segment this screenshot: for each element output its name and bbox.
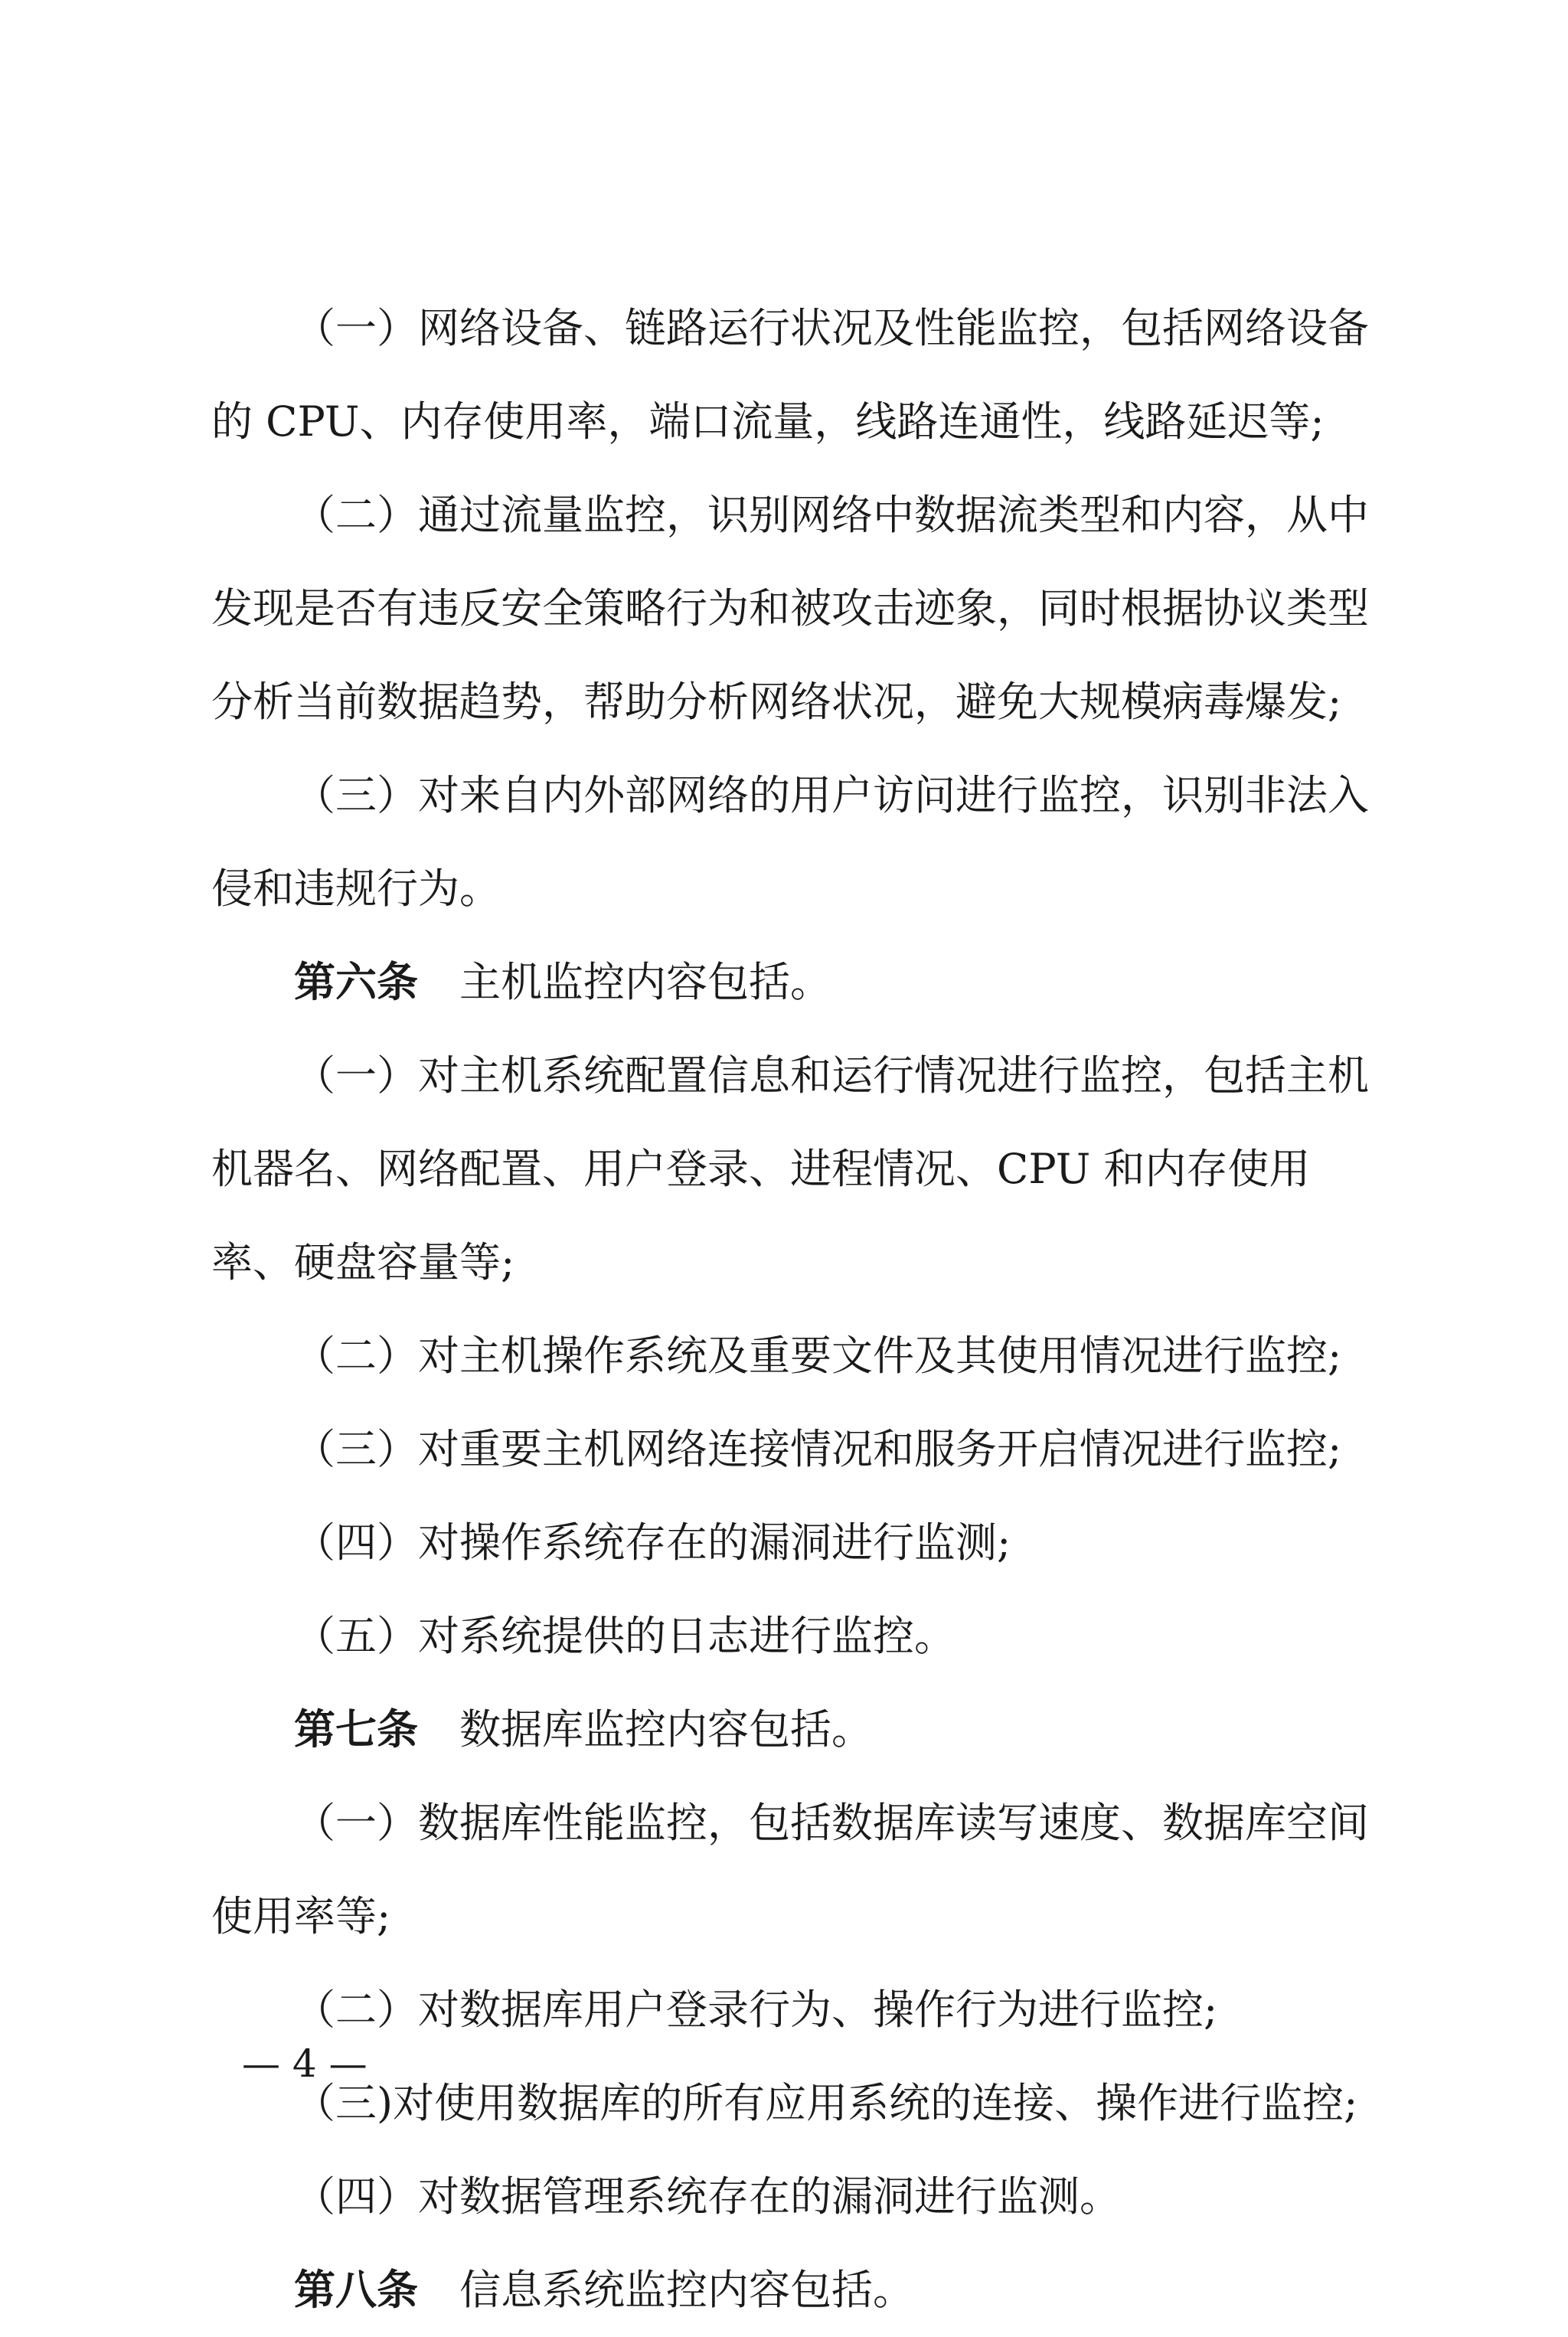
paragraph-text: （一）数据库性能监控，包括数据库读写速度、数据库空间使用率等; [211, 1799, 1369, 1940]
paragraph [211, 1309, 1375, 1403]
paragraph [211, 469, 1375, 749]
article-heading [211, 1683, 1375, 1776]
paragraph [211, 2057, 1375, 2150]
article-heading [211, 936, 1375, 1029]
paragraph [211, 282, 1375, 469]
paragraph-text: （一）对主机系统配置信息和运行情况进行监控，包括主机机器名、网络配置、用户登录、进程情况、CPU 和内存使用率、硬盘容量等; [211, 1051, 1369, 1286]
paragraph [211, 2150, 1375, 2244]
paragraph [211, 1590, 1375, 1683]
paragraph-text: （三）对重要主机网络连接情况和服务开启情况进行监控; [294, 1425, 1342, 1473]
paragraph [211, 1029, 1375, 1309]
paragraph-text: （四）对操作系统存在的漏洞进行监测; [294, 1518, 1011, 1567]
paragraph-text: （三）对来自内外部网络的用户访问进行监控，识别非法入侵和违规行为。 [211, 771, 1369, 913]
paragraph [211, 1496, 1375, 1590]
paragraph-text: （五）对系统提供的日志进行监控。 [294, 1612, 956, 1660]
paragraph-text: （三)对使用数据库的所有应用系统的连接、操作进行监控; [294, 2079, 1358, 2127]
paragraph [211, 1963, 1375, 2057]
article-number: 第六条 [294, 958, 418, 1006]
paragraph-text: 信息系统监控内容包括。 [459, 2266, 914, 2314]
paragraph [211, 749, 1375, 936]
paragraph-text: （二）通过流量监控，识别网络中数据流类型和内容，从中发现是否有违反安全策略行为和被攻击迹象，同时根据协议类型分析当前数据趋势，帮助分析网络状况，避免大规模病毒爆发; [211, 491, 1369, 726]
paragraph-text: （一）网络设备、链路运行状况及性能监控，包括网络设备的 CPU、内存使用率，端口流量，线路连通性，线路延迟等; [211, 304, 1369, 446]
paragraph-text: （二）对数据库用户登录行为、操作行为进行监控; [294, 1986, 1218, 2034]
paragraph-text: 数据库监控内容包括。 [459, 1705, 873, 1754]
document-body [211, 282, 1375, 2337]
paragraph [211, 1403, 1375, 1496]
article-number: 第八条 [294, 2266, 418, 2314]
page-number: — 4 — [242, 2041, 368, 2086]
article-number: 第七条 [294, 1705, 418, 1754]
article-heading [211, 2244, 1375, 2337]
paragraph [211, 1776, 1375, 1963]
paragraph-text: （四）对数据管理系统存在的漏洞进行监测。 [294, 2172, 1121, 2221]
paragraph-text: 主机监控内容包括。 [459, 958, 831, 1006]
paragraph-text: （二）对主机操作系统及重要文件及其使用情况进行监控; [294, 1332, 1342, 1380]
